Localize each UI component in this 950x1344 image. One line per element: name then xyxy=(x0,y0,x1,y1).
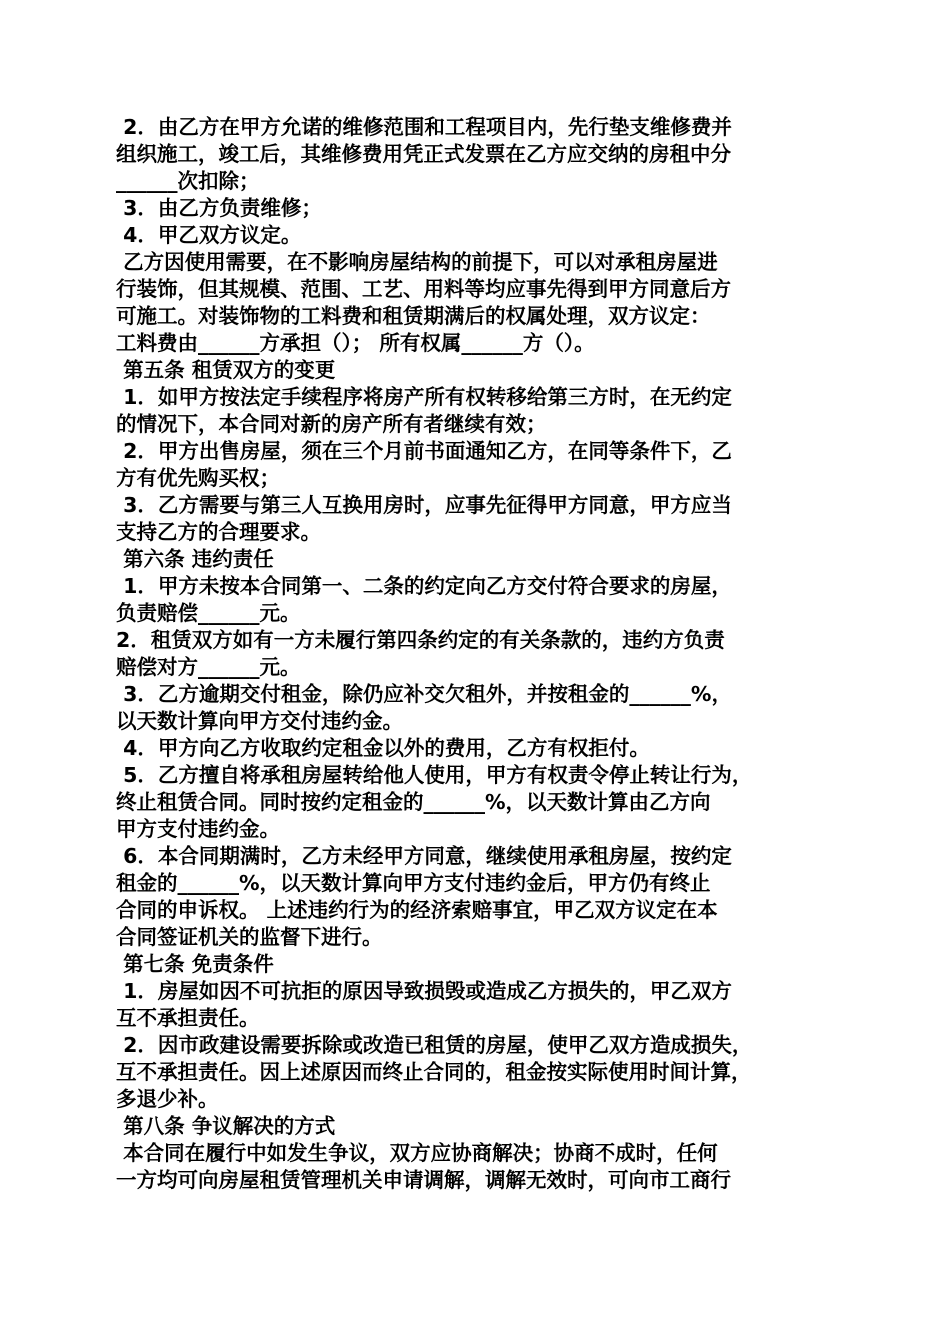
text-line: 4．甲乙双方议定。 xyxy=(116,223,302,247)
text-line: 1．如甲方按法定手续程序将房产所有权转移给第三方时，在无约定 xyxy=(116,385,732,409)
text-line: 5．乙方擅自将承租房屋转给他人使用，甲方有权责令停止转让行为， xyxy=(116,763,753,787)
text-line: 2．因市政建设需要拆除或改造已租赁的房屋，使甲乙双方造成损失， xyxy=(116,1033,753,1057)
text-line: 3．乙方需要与第三人互换用房时，应事先征得甲方同意，甲方应当 xyxy=(116,493,732,517)
text-line: 一方均可向房屋租赁管理机关申请调解，调解无效时，可向市工商行 xyxy=(116,1168,731,1192)
text-line: 3．乙方逾期交付租金，除仍应补交欠租外，并按租金的______%， xyxy=(116,682,732,706)
section-heading: 第五条 租赁双方的变更 xyxy=(116,358,336,382)
text-line: 可施工。对装饰物的工料费和租赁期满后的权属处理，双方议定： xyxy=(116,304,711,328)
contract-page xyxy=(116,114,852,1194)
text-line: 组织施工，竣工后，其维修费用凭正式发票在乙方应交纳的房租中分 xyxy=(116,142,731,166)
text-line: 以天数计算向甲方交付违约金。 xyxy=(116,709,403,733)
text-line: 支持乙方的合理要求。 xyxy=(116,520,321,544)
text-line: 合同的申诉权。 上述违约行为的经济索赔事宜，甲乙双方议定在本 xyxy=(116,898,718,922)
text-line: 互不承担责任。 xyxy=(116,1006,260,1030)
text-line: 行装饰，但其规模、范围、工艺、用料等均应事先得到甲方同意后方 xyxy=(116,277,731,301)
text-line: 2．甲方出售房屋，须在三个月前书面通知乙方，在同等条件下，乙 xyxy=(116,439,732,463)
text-line: 1．甲方未按本合同第一、二条的约定向乙方交付符合要求的房屋， xyxy=(116,574,732,598)
text-line: 赔偿对方______元。 xyxy=(116,655,301,679)
text-line: 的情况下，本合同对新的房产所有者继续有效； xyxy=(116,412,547,436)
text-line: 互不承担责任。因上述原因而终止合同的，租金按实际使用时间计算， xyxy=(116,1060,752,1084)
section-heading: 第八条 争议解决的方式 xyxy=(116,1114,336,1138)
text-line: 3．由乙方负责维修； xyxy=(116,196,322,220)
text-line: 2．租赁双方如有一方未履行第四条约定的有关条款的，违约方负责 xyxy=(116,628,725,652)
text-line: 工料费由______方承担（）； 所有权属______方（）。 xyxy=(116,331,595,355)
text-line: 4．甲方向乙方收取约定租金以外的费用，乙方有权拒付。 xyxy=(116,736,650,760)
text-line: 6．本合同期满时，乙方未经甲方同意，继续使用承租房屋，按约定 xyxy=(116,844,732,868)
text-line: 2．由乙方在甲方允诺的维修范围和工程项目内，先行垫支维修费并 xyxy=(116,115,732,139)
text-line: 合同签证机关的监督下进行。 xyxy=(116,925,383,949)
text-line: ______次扣除； xyxy=(116,169,260,193)
text-line: 租金的______%，以天数计算向甲方支付违约金后，甲方仍有终止 xyxy=(116,871,711,895)
text-line: 负责赔偿______元。 xyxy=(116,601,301,625)
section-heading: 第七条 免责条件 xyxy=(116,952,274,976)
text-line: 多退少补。 xyxy=(116,1087,219,1111)
text-line: 方有优先购买权； xyxy=(116,466,280,490)
text-line: 乙方因使用需要，在不影响房屋结构的前提下，可以对承租房屋进 xyxy=(116,250,718,274)
text-line: 终止租赁合同。同时按约定租金的______%，以天数计算由乙方向 xyxy=(116,790,711,814)
text-line: 1．房屋如因不可抗拒的原因导致损毁或造成乙方损失的，甲乙双方 xyxy=(116,979,732,1003)
text-line: 本合同在履行中如发生争议，双方应协商解决；协商不成时，任何 xyxy=(116,1141,718,1165)
text-line: 甲方支付违约金。 xyxy=(116,817,280,841)
section-heading: 第六条 违约责任 xyxy=(116,547,274,571)
